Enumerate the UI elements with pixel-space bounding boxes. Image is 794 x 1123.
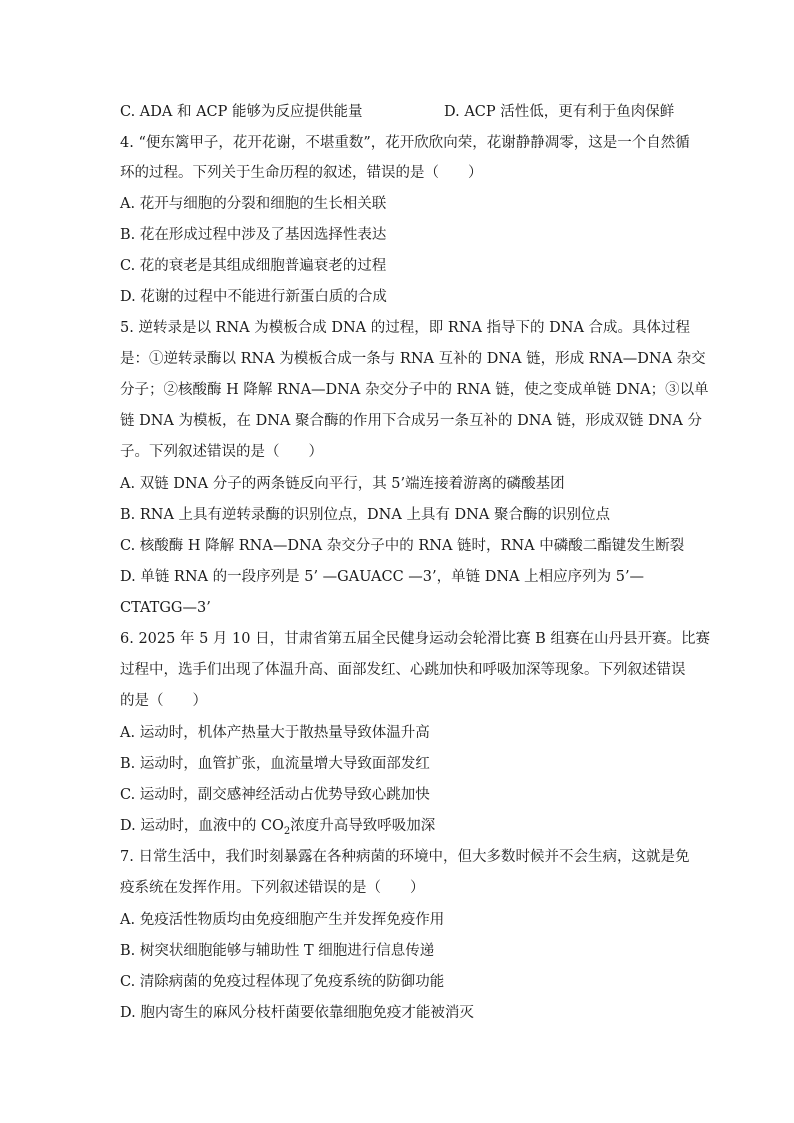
question-5-stem-line: 子。下列叙述错误的是（ ）: [120, 444, 323, 460]
question-6-option-d: [120, 816, 680, 836]
question-6-option-a: A. 运动时，机体产热量大于散热量导致体温升高: [120, 725, 430, 741]
question-5-option-b: B. RNA 上具有逆转录酶的识别位点，DNA 上具有 DNA 聚合酶的识别位点: [120, 507, 610, 523]
question-6-stem-line: 过程中，选手们出现了体温升高、面部发红、心跳加快和呼吸加深等现象。下列叙述错误: [120, 662, 686, 678]
question-7-stem-line: 7. 日常生活中，我们时刻暴露在各种病菌的环境中，但大多数时候并不会生病，这就是免: [120, 849, 690, 865]
question-6-stem-line: 6. 2025 年 5 月 10 日，甘肃省第五届全民健身运动会轮滑比赛 B 组赛在山丹县开赛。比赛: [120, 631, 710, 647]
question-5-stem-line: 链 DNA 为模板，在 DNA 聚合酶的作用下合成另一条互补的 DNA 链，形成双链 DNA 分: [120, 413, 703, 429]
question-4-stem-line: 环的过程。下列关于生命历程的叙述，错误的是（ ）: [120, 165, 483, 181]
question-6-stem-line: 的是（ ）: [120, 693, 207, 709]
question-4-stem-line: 4. “便东篱甲子，花开花谢，不堪重数”，花开欣欣向荣，花谢静静凋零，这是一个自然循: [120, 135, 690, 151]
option-d-text-suffix: 浓度升高导致呼吸加深: [290, 818, 436, 834]
question-5-option-c: C. 核酸酶 H 降解 RNA—DNA 杂交分子中的 RNA 链时，RNA 中磷酸二酯键发生断裂: [120, 538, 685, 554]
question-5-option-d: D. 单链 RNA 的一段序列是 5’ —GAUACC —3’，单链 DNA 上相应序列为 5’—: [120, 569, 645, 585]
question-4-option-a: A. 花开与细胞的分裂和细胞的生长相关联: [120, 196, 387, 212]
question-7-option-d: D. 胞内寄生的麻风分枝杆菌要依靠细胞免疫才能被消灭: [120, 1005, 474, 1021]
question-6-option-b: B. 运动时，血管扩张，血流量增大导致面部发红: [120, 756, 430, 772]
question-7-option-c: C. 清除病菌的免疫过程体现了免疫系统的防御功能: [120, 974, 445, 990]
option-d: D. ACP 活性低，更有利于鱼肉保鲜: [444, 104, 675, 120]
question-6-option-c: C. 运动时，副交感神经活动占优势导致心跳加快: [120, 787, 430, 803]
question-4-option-c: C. 花的衰老是其组成细胞普遍衰老的过程: [120, 258, 387, 274]
question-4-option-b: B. 花在形成过程中涉及了基因选择性表达: [120, 227, 387, 243]
option-c: C. ADA 和 ACP 能够为反应提供能量: [120, 104, 363, 120]
question-7-option-a: A. 免疫活性物质均由免疫细胞产生并发挥免疫作用: [120, 912, 445, 928]
subscript-2: 2: [283, 825, 291, 837]
question-5-option-a: A. 双链 DNA 分子的两条链反向平行，其 5’端连接着游离的磷酸基团: [120, 476, 565, 492]
question-7-stem-line: 疫系统在发挥作用。下列叙述错误的是（ ）: [120, 880, 425, 896]
prev-question-options: [120, 102, 680, 122]
question-5-stem-line: 5. 逆转录是以 RNA 为模板合成 DNA 的过程，即 RNA 指导下的 DNA 合成。具体过程: [120, 320, 691, 336]
question-5-stem-line: 分子；②核酸酶 H 降解 RNA—DNA 杂交分子中的 RNA 链，使之变成单链 DNA；③以单: [120, 382, 709, 398]
option-d-text-prefix: D. 运动时，血液中的 CO: [120, 818, 284, 834]
question-5-option-d-continued: CTATGG—3’: [120, 600, 211, 616]
question-7-option-b: B. 树突状细胞能够与辅助性 T 细胞进行信息传递: [120, 943, 435, 959]
question-5-stem-line: 是：①逆转录酶以 RNA 为模板合成一条与 RNA 互补的 DNA 链，形成 RNA—DNA 杂交: [120, 351, 706, 367]
question-4-option-d: D. 花谢的过程中不能进行新蛋白质的合成: [120, 289, 387, 305]
